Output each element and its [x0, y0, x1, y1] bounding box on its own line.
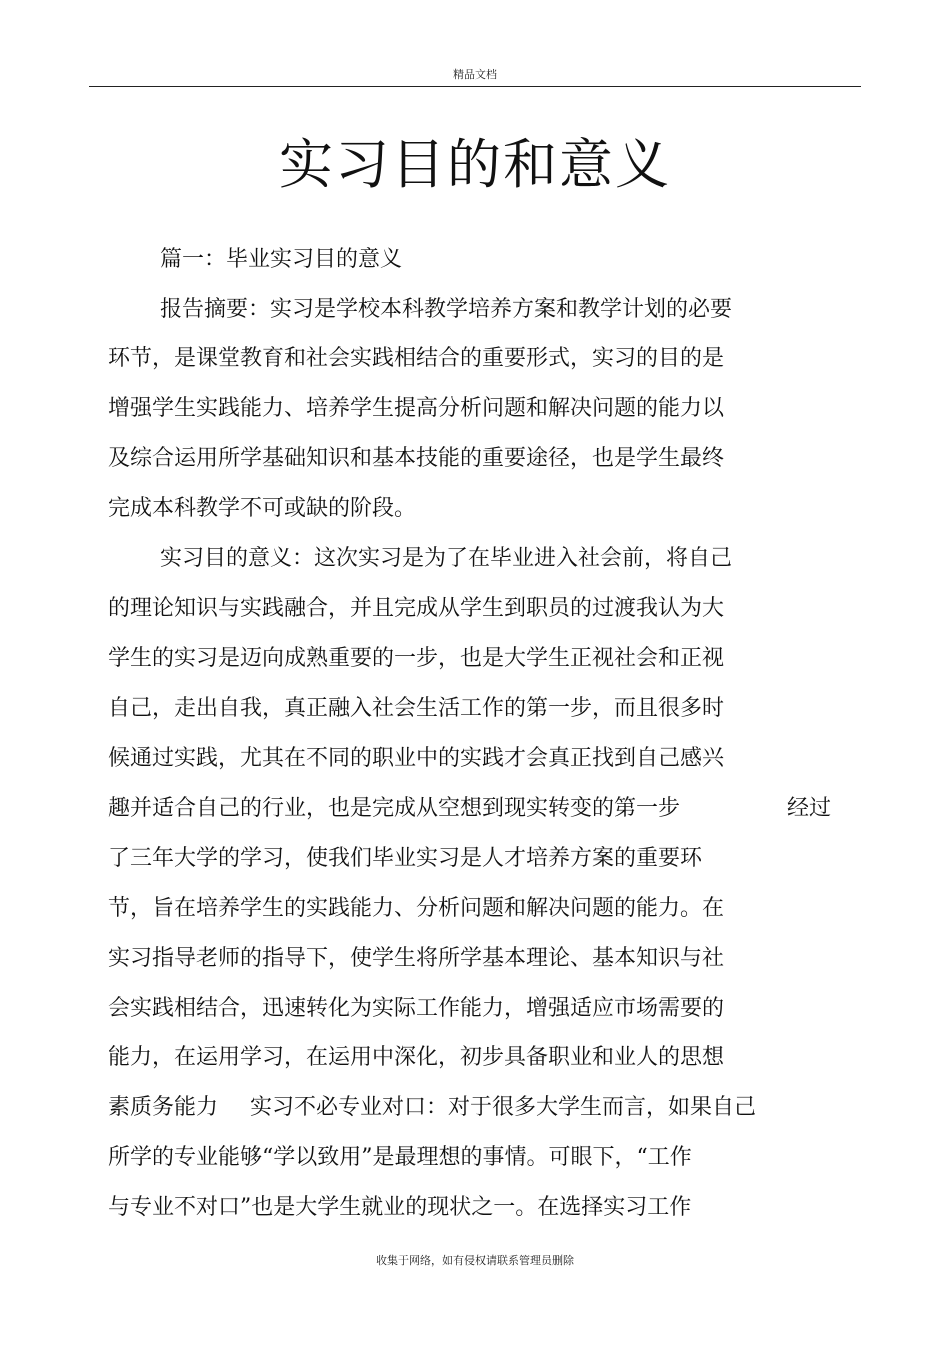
body-line: 能力，在运用学习，在运用中深化，初步具备职业和业人的思想 — [108, 1045, 725, 1070]
body-line: 及综合运用所学基础知识和基本技能的重要途径，也是学生最终 — [108, 446, 725, 471]
body-line: 的理论知识与实践融合，并且完成从学生到职员的过渡我认为大 — [108, 596, 725, 621]
body-line: 环节，是课堂教育和社会实践相结合的重要形式，实习的目的是 — [108, 346, 725, 371]
section-heading: 篇一：毕业实习目的意义 — [160, 247, 403, 272]
body-line: 完成本科教学不可或缺的阶段。 — [108, 496, 417, 521]
body-line: 自己，走出自我，真正融入社会生活工作的第一步，而且很多时 — [108, 696, 725, 721]
header-divider — [89, 86, 861, 87]
body-line: 实习目的意义：这次实习是为了在毕业进入社会前，将自己 — [160, 546, 733, 571]
body-line: 候通过实践，尤其在不同的职业中的实践才会真正找到自己感兴 — [108, 746, 725, 771]
page-footer-label: 收集于网络，如有侵权请联系管理员删除 — [376, 1254, 574, 1267]
body-line: 实习不必专业对口：对于很多大学生而言，如果自己 — [250, 1095, 757, 1120]
body-line: 学生的实习是迈向成熟重要的一步，也是大学生正视社会和正视 — [108, 646, 725, 671]
document-title: 实习目的和意义 — [279, 133, 671, 196]
body-line: 了三年大学的学习，使我们毕业实习是人才培养方案的重要环 — [108, 846, 703, 871]
body-line-fragment: 经过 — [787, 796, 832, 821]
body-line: 与专业不对口”也是大学生就业的现状之一。在选择实习工作 — [108, 1195, 692, 1220]
body-line: 素质务能力 — [108, 1095, 219, 1120]
body-line: 增强学生实践能力、培养学生提高分析问题和解决问题的能力以 — [108, 396, 725, 421]
body-line: 会实践相结合，迅速转化为实际工作能力，增强适应市场需要的 — [108, 996, 725, 1021]
body-line: 实习指导老师的指导下，使学生将所学基本理论、基本知识与社 — [108, 946, 725, 971]
body-line: 趣并适合自己的行业，也是完成从空想到现实转变的第一步 — [108, 796, 681, 821]
body-line: 节，旨在培养学生的实践能力、分析问题和解决问题的能力。在 — [108, 896, 725, 921]
body-line: 报告摘要：实习是学校本科教学培养方案和教学计划的必要 — [160, 297, 733, 322]
page-header-label: 精品文档 — [453, 68, 497, 81]
body-line: 所学的专业能够“学以致用”是最理想的事情。可眼下，“工作 — [108, 1145, 692, 1170]
